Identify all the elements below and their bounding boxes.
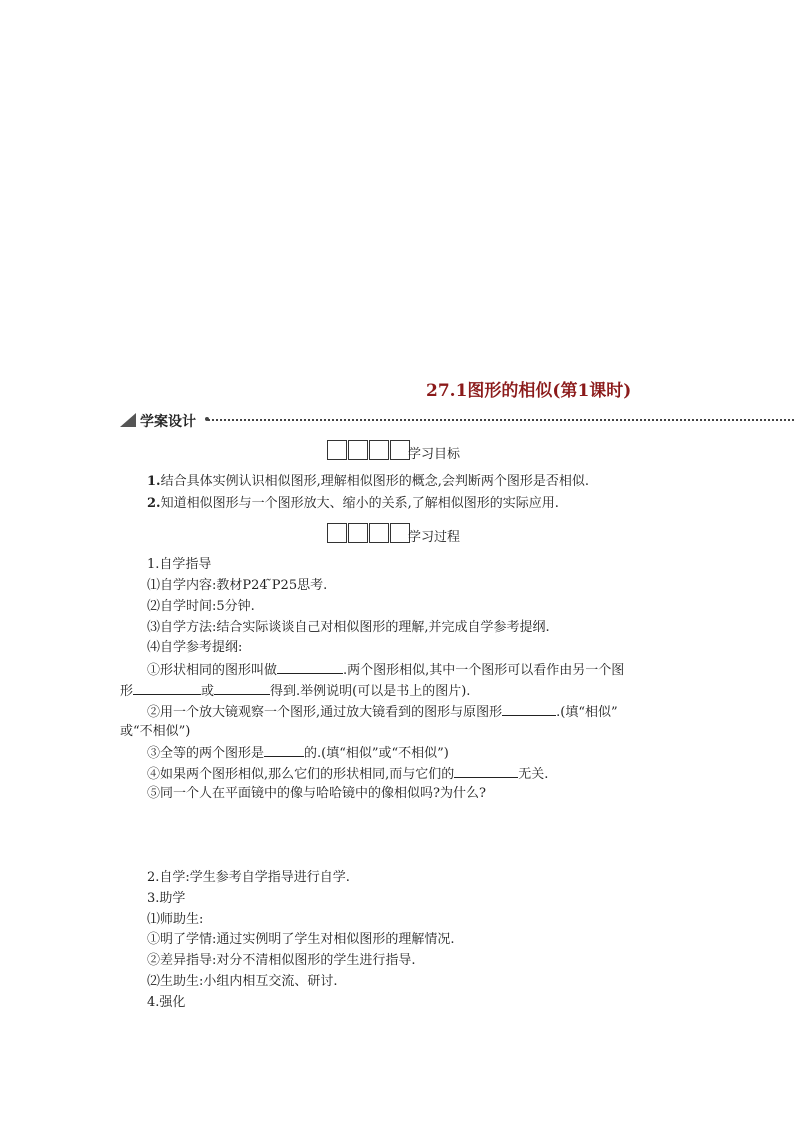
heading-boxes [327, 440, 411, 460]
self-study-line: 2.自学:学生参考自学指导进行自学. [147, 870, 350, 885]
question-2: ②用一个放大镜观察一个图形,通过放大镜看到的图形与原图形 .(填“相似” [147, 705, 618, 720]
question-2-cont: 或“不相似”) [120, 724, 191, 739]
answer-blank[interactable] [214, 682, 270, 695]
goals-heading-text: 学习目标 [408, 447, 461, 462]
question-1: ①形状相同的图形叫做 .两个图形相似,其中一个图形可以看作由另一个图 [147, 663, 625, 678]
triangle-icon [120, 413, 136, 427]
question-4: ④如果两个图形相似,那么它们的形状相同,而与它们的 无关. [147, 767, 549, 782]
question-1-cont: 形 或 得到.举例说明(可以是书上的图片). [120, 684, 471, 699]
help-title: 3.助学 [147, 891, 186, 906]
outline-line: ⑷自学参考提纲: [147, 640, 243, 655]
help-item-2: ②差异指导:对分不清相似图形的学生进行指导. [147, 953, 416, 968]
process-heading-text: 学习过程 [408, 530, 461, 545]
question-5: ⑤同一个人在平面镜中的像与哈哈镜中的像相似吗?为什么? [147, 786, 486, 801]
method-line: ⑶自学方法:结合实际谈谈自己对相似图形的理解,并完成自学参考提纲. [147, 620, 550, 635]
student-help-line: ⑵生助生:小组内相互交流、研讨. [147, 974, 338, 989]
answer-blank[interactable] [454, 765, 518, 778]
answer-blank[interactable] [502, 703, 556, 716]
section-header [120, 411, 794, 429]
dotted-divider [208, 419, 794, 421]
answer-blank[interactable] [277, 661, 343, 674]
time-line: ⑵自学时间:5分钟. [147, 599, 255, 614]
answer-blank[interactable] [133, 682, 201, 695]
goal-item-2: 2.知道相似图形与一个图形放大、缩小的关系,了解相似图形的实际应用. [147, 496, 559, 511]
question-3: ③全等的两个图形是 的.(填“相似”或“不相似”) [147, 746, 449, 761]
answer-blank[interactable] [264, 744, 304, 757]
page-title: 27.1图形的相似(第1课时) [426, 381, 632, 401]
strengthen-title: 4.强化 [147, 995, 186, 1010]
heading-boxes [327, 523, 411, 543]
content-line: ⑴自学内容:教材P24 ̃P25思考. [147, 578, 328, 593]
teacher-help-line: ⑴师助生: [147, 912, 204, 927]
help-item-1: ①明了学情:通过实例明了学生对相似图形的理解情况. [147, 932, 455, 947]
guide-title: 1.自学指导 [147, 557, 212, 572]
goal-item-1: 1.结合具体实例认识相似图形,理解相似图形的概念,会判断两个图形是否相似. [147, 474, 589, 489]
section-label: 学案设计 [140, 414, 196, 430]
